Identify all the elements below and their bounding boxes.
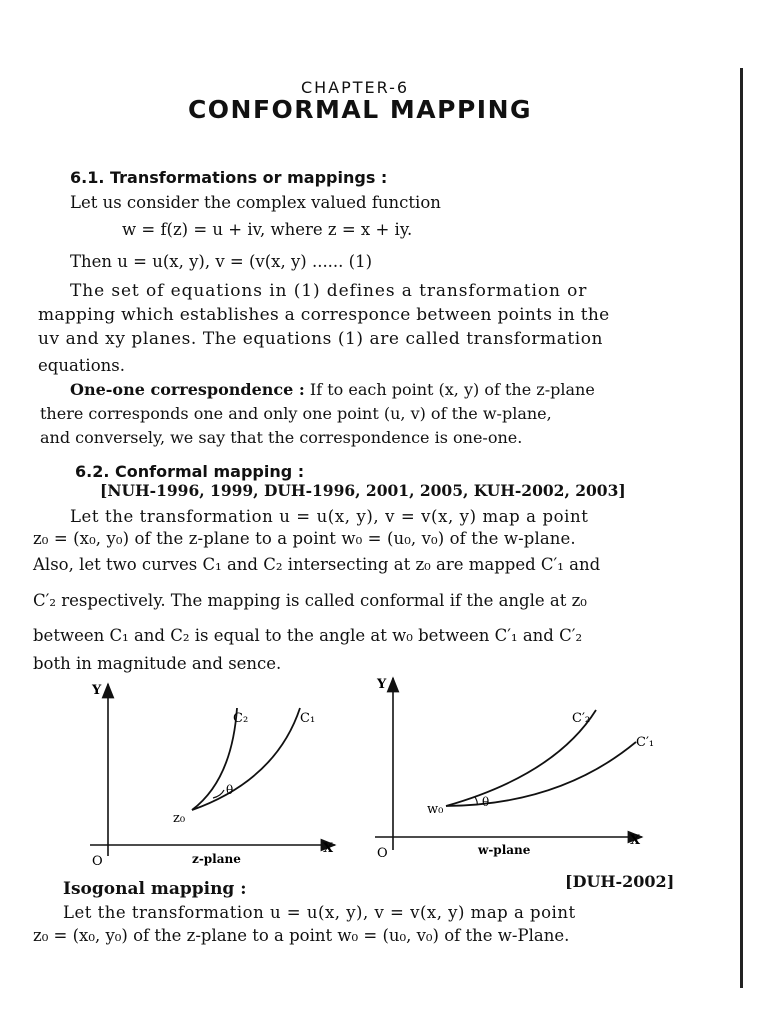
w-point-label: w₀ [427,802,444,817]
w-x-label: X [630,833,641,848]
section-6-1-heading: 6.1. Transformations or mappings : [70,168,388,187]
mapping-figures [0,670,768,880]
z-x-label: X [323,841,334,856]
paragraph-line: and conversely, we say that the correspondence is one-one. [40,428,523,447]
isogonal-reference: [DUH-2002] [565,872,675,891]
w-angle-label: θ [482,795,490,809]
chapter-title: CONFORMAL MAPPING [187,95,533,124]
z-angle-label: θ [226,783,234,797]
paragraph-line: Let the transformation u = u(x, y), v = v(x, y) map a point [63,903,576,922]
z-plane-diagram [90,683,335,869]
paragraph-line: both in magnitude and sence. [33,654,282,673]
paragraph-line: Let the transformation u = u(x, y), v = v(x, y) map a point [70,507,589,526]
w-c2-label: C′₂ [572,711,591,726]
paragraph-line: mapping which establishes a corresponce between points in the [38,305,610,325]
paragraph-line: uv and xy planes. The equations (1) are called transformation [38,329,604,349]
paragraph-line: Let us consider the complex valued function [70,193,441,212]
one-one-term: One-one correspondence : [70,380,305,399]
paragraph-line: between C₁ and C₂ is equal to the angle at w₀ between C′₁ and C′₂ [33,626,583,645]
z-y-label: Y [92,683,102,698]
w-plane-caption: w-plane [478,843,531,857]
z-c2-label: C₂ [233,711,249,726]
paragraph-line: C′₂ respectively. The mapping is called conformal if the angle at z₀ [33,591,587,610]
paragraph-line: Also, let two curves C₁ and C₂ intersecting at z₀ are mapped C′₁ and [33,555,601,574]
one-one-text: If to each point (x, y) of the z-plane [309,380,595,399]
z-c1-label: C₁ [300,711,316,726]
w-plane-diagram [375,677,654,861]
paragraph-line: z₀ = (x₀, y₀) of the z-plane to a point w₀ = (u₀, v₀) of the w-Plane. [33,926,570,945]
z-origin-label: O [92,854,103,869]
z-point-label: z₀ [173,811,186,826]
chapter-label: CHAPTER-6 [300,78,410,97]
section-6-2-heading: 6.2. Conformal mapping : [75,462,305,481]
w-c1-label: C′₁ [636,735,655,750]
paragraph-line: equations. [38,356,125,375]
w-y-label: Y [377,677,387,692]
paragraph-line: The set of equations in (1) defines a transformation or [70,281,588,301]
isogonal-heading: Isogonal mapping : [63,879,247,899]
z-plane-caption: z-plane [192,852,241,866]
equation-line: w = f(z) = u + iv, where z = x + iy. [122,220,413,239]
w-origin-label: O [377,846,388,861]
paragraph-line: there corresponds one and only one point (u, v) of the w-plane, [40,404,552,423]
paragraph-line: Then u = u(x, y), v = (v(x, y) ...... (1) [70,252,373,271]
one-one-line [70,380,595,399]
exam-references: [NUH-1996, 1999, DUH-1996, 2001, 2005, KUH-2002, 2003] [100,481,626,500]
paragraph-line: z₀ = (x₀, y₀) of the z-plane to a point w₀ = (u₀, v₀) of the w-plane. [33,529,576,548]
